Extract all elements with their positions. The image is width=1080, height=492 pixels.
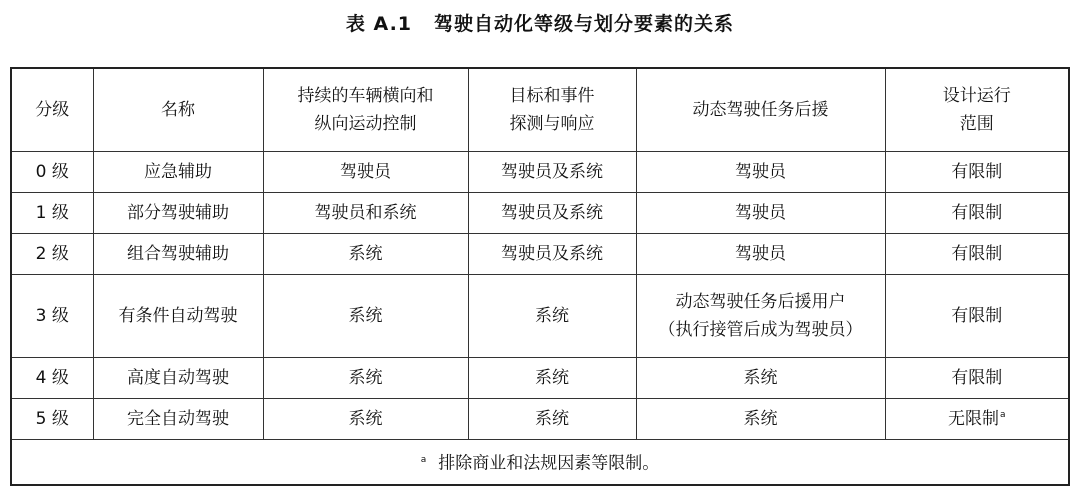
cell-detect: 系统 xyxy=(468,358,636,399)
cell-level: 2 级 xyxy=(11,234,93,275)
cell-name: 高度自动驾驶 xyxy=(93,358,263,399)
cell-fallback: 系统 xyxy=(636,399,885,440)
header-detect xyxy=(468,68,636,152)
cell-odd xyxy=(885,399,1069,440)
cell-level: 3 级 xyxy=(11,275,93,358)
table-row xyxy=(11,399,1069,440)
cell-fallback: 驾驶员 xyxy=(636,152,885,193)
header-odd xyxy=(885,68,1069,152)
header-level: 分级 xyxy=(11,68,93,152)
cell-name: 应急辅助 xyxy=(93,152,263,193)
automation-levels-table xyxy=(10,67,1070,486)
cell-odd: 有限制 xyxy=(885,358,1069,399)
cell-fallback-line2: （执行接管后成为驾驶员） xyxy=(658,320,863,340)
header-control-line1: 持续的车辆横向和 xyxy=(297,86,434,106)
table-row xyxy=(11,358,1069,399)
header-fallback: 动态驾驶任务后援 xyxy=(636,68,885,152)
table-row xyxy=(11,193,1069,234)
cell-level: 1 级 xyxy=(11,193,93,234)
cell-detect: 系统 xyxy=(468,275,636,358)
footnote-cell xyxy=(11,440,1069,486)
header-odd-line1: 设计运行 xyxy=(942,86,1011,106)
table-row xyxy=(11,234,1069,275)
footnote-text: 排除商业和法规因素等限制。 xyxy=(438,453,660,474)
cell-control: 系统 xyxy=(263,234,468,275)
table-number: 表 A.1 xyxy=(345,13,413,35)
cell-name: 组合驾驶辅助 xyxy=(93,234,263,275)
cell-fallback: 系统 xyxy=(636,358,885,399)
cell-control: 系统 xyxy=(263,275,468,358)
cell-level: 5 级 xyxy=(11,399,93,440)
cell-detect: 系统 xyxy=(468,399,636,440)
header-control-line2: 纵向运动控制 xyxy=(314,114,417,134)
header-control xyxy=(263,68,468,152)
table-caption: 驾驶自动化等级与划分要素的关系 xyxy=(434,13,735,35)
table-footnote-row xyxy=(11,440,1069,486)
cell-control: 驾驶员和系统 xyxy=(263,193,468,234)
header-name: 名称 xyxy=(93,68,263,152)
header-detect-line2: 探测与响应 xyxy=(509,114,595,134)
cell-level: 0 级 xyxy=(11,152,93,193)
header-detect-line1: 目标和事件 xyxy=(509,86,595,106)
cell-odd: 有限制 xyxy=(885,152,1069,193)
cell-name: 完全自动驾驶 xyxy=(93,399,263,440)
table-row xyxy=(11,152,1069,193)
cell-fallback: 驾驶员 xyxy=(636,234,885,275)
cell-odd: 有限制 xyxy=(885,193,1069,234)
cell-odd: 有限制 xyxy=(885,275,1069,358)
cell-name: 有条件自动驾驶 xyxy=(93,275,263,358)
footnote-mark: a xyxy=(420,455,427,466)
header-odd-line2: 范围 xyxy=(959,114,994,134)
cell-fallback: 驾驶员 xyxy=(636,193,885,234)
cell-control: 系统 xyxy=(263,358,468,399)
cell-detect: 驾驶员及系统 xyxy=(468,152,636,193)
table-title xyxy=(0,10,1080,38)
cell-odd: 有限制 xyxy=(885,234,1069,275)
cell-level: 4 级 xyxy=(11,358,93,399)
cell-odd-text: 无限制 xyxy=(947,409,999,429)
table-row xyxy=(11,275,1069,358)
cell-detect: 驾驶员及系统 xyxy=(468,234,636,275)
cell-detect: 驾驶员及系统 xyxy=(468,193,636,234)
cell-fallback-line1: 动态驾驶任务后援用户 xyxy=(675,292,846,312)
cell-control: 驾驶员 xyxy=(263,152,468,193)
table-header-row xyxy=(11,68,1069,152)
footnote-marker: a xyxy=(999,410,1006,421)
cell-name: 部分驾驶辅助 xyxy=(93,193,263,234)
cell-control: 系统 xyxy=(263,399,468,440)
cell-fallback xyxy=(636,275,885,358)
